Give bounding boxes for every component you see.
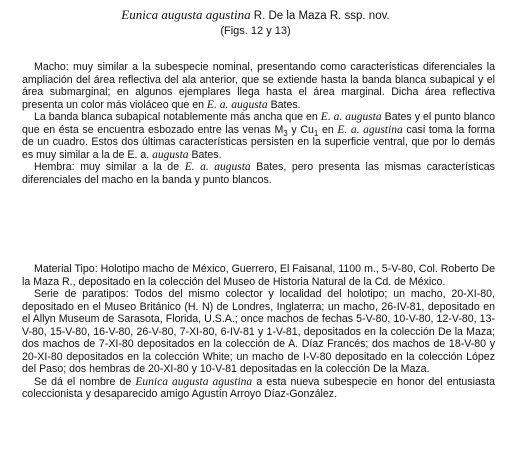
banda-text-4: en (318, 123, 338, 136)
banda-sub-2: 1 (313, 128, 319, 138)
paragraph-serie-paratipos: Serie de paratipos: Todos del mismo colector y localidad del holotipo; un macho, 20-XI-80, depositado en el Museo Británico (H. N) de Londres, Inglaterra; un macho, 26-IV-81, depositado en el Allyn Museum de Sarasota, Florida, U.S.A.; once machos de fechas 5-V-80, 10-V-80, 12-V-80, 13-V-80, 15-V-80, 16-V-80, 26-V-80, 7-XI-80, 6-IV-81 y 1-V-81, depositados en la colección De la Maza; dos machos de 7-XI-80 depositados en la colección de A. Díaz Francés; dos machos de 18-V-80 y 20-XI-80 depositados en la colección White; un macho de I-V-80 depositado en la colección López del Paso; dos hembras de 20-XI-80 y 10-V-81 depositadas en la colección De la Maza. (22, 288, 495, 375)
hembra-text-1: Hembra: muy similar a la de (34, 161, 185, 173)
article-title (0, 7, 511, 24)
banda-text-6: Bates. (188, 148, 222, 161)
paragraph-material-tipo: Material Tipo: Holotipo macho de México, Guerrero, El Faisanal, 1100 m., 5-V-80, Col. Roberto De la Maza R., depositado en la colección del Museo de Historia Natural de la Cd. de México. (22, 263, 495, 288)
species-authority: R. De la Maza R. ssp. nov. (250, 10, 390, 22)
nombre-text-2: a esta nueva subespecie en honor del entusiasta coleccionista y desaparecido amigo Agustín Arroyo Díaz-González. (22, 375, 495, 400)
nombre-text-1: Se dá el nombre de (34, 375, 136, 388)
hembra-text-2: Bates, pero presenta las mismas características diferenciales del macho en la banda y punto blancos. (22, 161, 495, 186)
paragraph-banda (22, 111, 495, 161)
paragraph-nombre (22, 376, 495, 401)
banda-sci-3: augusta (152, 148, 189, 161)
material-section (22, 263, 495, 401)
species-name: Eunica augusta agustina (121, 7, 251, 22)
banda-text-3: y Cu (287, 123, 314, 136)
banda-text-2: Bates y el punto blanco que en ésta se encuentra esbozado entre las venas M (22, 111, 496, 136)
paragraph-hembra (22, 161, 495, 186)
banda-text-5: casi toma la forma de un cuadro. Estos dos últimas características persisten en la superficie ventral, que por lo demás es muy similar a la de E. a. (22, 123, 495, 161)
paragraph-macho (22, 61, 495, 111)
nombre-sci-1: Eunica augusta agustina (135, 375, 253, 388)
macho-sci-1: E. a. augusta (206, 98, 268, 111)
banda-sub-1: 3 (283, 128, 288, 138)
figure-reference: (Figs. 12 y 13) (220, 25, 291, 37)
banda-sci-2: E. a. agustina (337, 123, 403, 136)
description-section (22, 61, 495, 186)
banda-sci-1: E. a. augusta (320, 111, 382, 123)
hembra-sci-1: E. a. augusta (184, 161, 251, 173)
macho-text-1: Macho: muy similar a la subespecie nominal, presentando como características diferenciales la ampliación del área reflectiva del ala anterior, que se extiende hasta la banda blanca subapical y el área submarginal; en algunos ejemplares llega hasta el área marginal. Dicha área reflectiva presenta un color más violáceo que en (22, 61, 495, 111)
banda-text-1: La banda blanca subapical notablemente más ancha que en (34, 111, 321, 123)
macho-text-2: Bates. (267, 98, 301, 111)
